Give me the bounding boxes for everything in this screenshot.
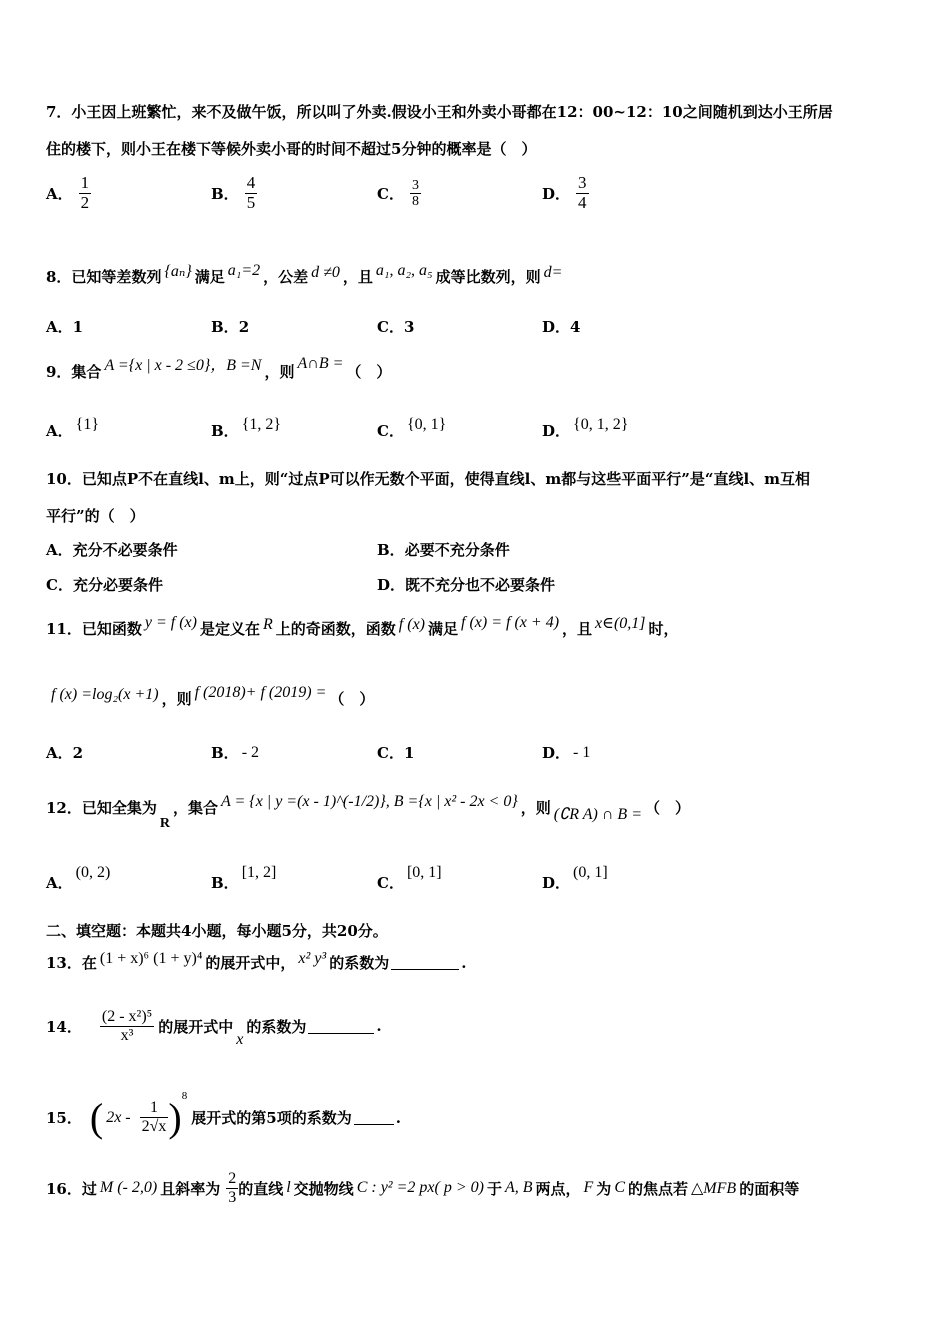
option-label: B． <box>377 541 405 559</box>
q7-option-c <box>377 178 421 210</box>
q16-text: 的直线 <box>238 1179 284 1198</box>
q7-line2 <box>46 138 910 159</box>
q14-text: 的系数为 <box>246 1017 307 1036</box>
q12-text: 12．已知全集为 <box>46 799 157 817</box>
option-label: D． <box>542 422 571 440</box>
option-label: C． <box>377 318 404 336</box>
option-label: A． <box>46 422 73 440</box>
q14-text: . <box>376 1017 382 1036</box>
q16-line <box>46 1170 910 1206</box>
denominator: x³ <box>120 1026 134 1044</box>
numerator: (2 - x²)⁵ <box>101 1008 153 1025</box>
q10-line2 <box>46 505 910 526</box>
q12-math-sets: A = {x | y =(x - 1)^(-1/2)}, B ={x | x² - 2x < 0} <box>221 792 518 810</box>
q9-text: （ ） <box>346 363 392 381</box>
option-value: (0, 2) <box>75 863 111 881</box>
q11-math-period: f (x) = f (x + 4) <box>461 613 560 631</box>
option-value: 既不充分也不必要条件 <box>405 576 556 594</box>
option-label: D． <box>377 576 406 594</box>
option-value: 充分不必要条件 <box>72 541 178 559</box>
q13-text: 的展开式中， <box>205 954 296 972</box>
answer-blank[interactable] <box>354 1110 394 1125</box>
option-label: D． <box>542 184 571 203</box>
option-label: C． <box>377 874 404 892</box>
option-label: C． <box>377 744 404 762</box>
option-label: A． <box>46 318 73 336</box>
q16-math-f: F <box>583 1179 594 1197</box>
option-value: (0, 1] <box>573 863 608 881</box>
q8-line <box>46 261 910 287</box>
fraction <box>245 174 258 212</box>
q10-line1 <box>46 468 910 489</box>
option-value: [0, 1] <box>406 863 442 881</box>
numerator: 3 <box>411 178 419 193</box>
q8-math-a1: a₁=2 <box>227 261 261 279</box>
q11-text: 是定义在 <box>199 620 260 638</box>
q11-math-r: R <box>263 615 273 633</box>
section-heading: 二、填空题：本题共4小题，每小题5分，共20分。 <box>46 922 388 940</box>
q15-fraction <box>140 1099 169 1135</box>
q15-math-2x: 2x - <box>106 1108 131 1126</box>
q11-math-function: y = f (x) <box>144 613 197 631</box>
q8-math-d: d ≠0 <box>311 263 340 281</box>
q11-text: 11．已知函数 <box>46 620 142 638</box>
option-value: {1, 2} <box>241 415 282 433</box>
q11-text: ，则 <box>161 690 192 708</box>
q16-text: 16．过 <box>46 1179 97 1198</box>
q13-line <box>46 949 910 973</box>
q8-text: ，且 <box>342 268 373 286</box>
q8-text: ，公差 <box>263 268 309 286</box>
option-label: B． <box>211 744 239 762</box>
q8-option-c <box>377 316 414 337</box>
option-label: D． <box>542 318 571 336</box>
q14-line <box>46 1008 910 1049</box>
q11-text: （ ） <box>329 690 375 708</box>
right-paren: ) <box>168 1095 182 1140</box>
option-value: 1 <box>72 317 84 336</box>
q15-exponent: 8 <box>181 1089 188 1102</box>
option-value: {0, 1} <box>406 415 447 433</box>
option-label: C． <box>377 422 404 440</box>
q14-text: 14． <box>46 1017 82 1036</box>
q8-option-d <box>542 316 580 337</box>
q16-math-ab: A, B <box>504 1179 533 1197</box>
option-value: [1, 2] <box>241 863 277 881</box>
option-value: {0, 1, 2} <box>573 415 629 433</box>
q12-option-a <box>46 862 113 892</box>
q12-math-complement: (∁R A) ∩ B = <box>553 805 642 823</box>
denominator: 4 <box>578 192 587 212</box>
option-label: A． <box>46 184 73 203</box>
option-value: - 1 <box>573 743 591 761</box>
q16-math-point: M (- 2,0) <box>99 1179 158 1197</box>
q13-text: 13．在 <box>46 954 97 972</box>
q8-text: 满足 <box>194 268 225 286</box>
q13-math-expr: (1 + x)⁶ (1 + y)⁴ <box>99 949 203 967</box>
q14-math-x: x <box>236 1031 244 1049</box>
answer-blank[interactable] <box>308 1019 374 1034</box>
q9-text: 9．集合 <box>46 363 102 381</box>
option-label: B． <box>211 184 239 203</box>
q16-math-c: C <box>614 1179 625 1197</box>
q12-text: ，集合 <box>173 799 219 817</box>
q16-fraction <box>226 1170 238 1206</box>
option-label: C． <box>46 576 73 594</box>
q16-text: 两点， <box>535 1179 581 1198</box>
q11-text: 满足 <box>428 620 459 638</box>
q8-option-b <box>211 316 249 337</box>
q7-text-2: 住的楼下，则小王在楼下等候外卖小哥的时间不超过5分钟的概率是（ ） <box>46 140 537 158</box>
q11-line2 <box>46 683 910 709</box>
numerator: 2 <box>228 1170 237 1187</box>
q16-text: 的焦点若 <box>627 1179 688 1198</box>
option-label: D． <box>542 744 571 762</box>
q12-option-b <box>211 862 279 892</box>
q15-text: 展开式的第5项的系数为 <box>191 1109 352 1127</box>
q11-text: 上的奇函数，函数 <box>275 620 396 638</box>
q11-math-sum: f (2018)+ f (2019) = <box>194 683 327 701</box>
numerator: 4 <box>246 173 256 192</box>
q16-text: 交抛物线 <box>293 1179 354 1198</box>
fraction <box>576 174 589 212</box>
option-value: 2 <box>238 317 250 336</box>
numerator: 3 <box>578 173 587 192</box>
q13-text: 的系数为 <box>329 954 390 972</box>
option-value: 4 <box>570 317 581 336</box>
option-label: D． <box>542 874 571 892</box>
q12-text: （ ） <box>644 799 690 817</box>
option-label: A． <box>46 541 73 559</box>
q11-option-b <box>211 742 262 763</box>
numerator: 1 <box>80 173 90 192</box>
option-label: C． <box>377 185 404 204</box>
q7-option-b <box>211 174 257 212</box>
q10-option-c <box>46 574 163 595</box>
q11-text: ，且 <box>562 620 593 638</box>
q12-option-c <box>377 862 445 892</box>
q9-text: ，则 <box>264 363 295 381</box>
q11-line1 <box>46 613 910 639</box>
q8-text: 成等比数列，则 <box>435 268 541 286</box>
option-value: 3 <box>403 317 415 336</box>
q8-option-a <box>46 316 83 337</box>
q13-text: . <box>461 953 467 972</box>
option-value: {1} <box>75 415 99 433</box>
denominator: 2 <box>80 192 90 212</box>
q7-option-d <box>542 174 589 212</box>
q12-math-r: R <box>159 815 170 831</box>
numerator: 1 <box>150 1099 159 1117</box>
q9-option-a <box>46 414 102 440</box>
q10-option-a <box>46 539 178 560</box>
q11-math-log: f (x) =log₂(x +1) <box>51 685 159 703</box>
denominator: 2√x <box>141 1118 167 1135</box>
q15-line <box>46 1089 910 1141</box>
q9-math-sets: A ={x | x - 2 ≤0}，B =N <box>104 357 262 374</box>
option-value: 充分必要条件 <box>72 576 163 594</box>
q16-math-parabola: C : y² =2 px( p > 0) <box>356 1179 484 1197</box>
q8-text: 8．已知等差数列 <box>46 268 162 286</box>
q10-text-1: 10．已知点P不在直线l、m上，则“过点P可以作无数个平面，使得直线l、m都与这些平面平行”是“直线l、m互相 <box>46 470 811 488</box>
q14-text: 的展开式中 <box>158 1017 234 1036</box>
q16-text: 的面积等 <box>739 1179 800 1198</box>
q7-text-1: 7．小王因上班繁忙，来不及做午饭，所以叫了外卖.假设小王和外卖小哥都在12：00~12：10之间随机到达小王所居 <box>46 103 833 121</box>
q16-math-l: l <box>286 1179 291 1197</box>
option-label: A． <box>46 874 73 892</box>
option-value: 1 <box>403 743 415 762</box>
denominator: 3 <box>228 1188 237 1206</box>
q8-math-terms: a₁, a₂, a₅ <box>375 261 433 279</box>
q11-option-d <box>542 742 593 763</box>
q16-text: 于 <box>486 1179 502 1198</box>
fraction <box>79 174 92 212</box>
q16-text: 为 <box>596 1179 612 1198</box>
q7-option-a <box>46 174 91 212</box>
q10-text-2: 平行”的（ ） <box>46 507 145 525</box>
q12-option-d <box>542 862 611 892</box>
q11-option-a <box>46 742 83 763</box>
option-value: 2 <box>72 743 84 762</box>
q11-math-fx: f (x) <box>398 615 425 633</box>
q7-line1 <box>46 101 910 122</box>
option-label: A． <box>46 744 73 762</box>
left-paren: ( <box>89 1095 104 1140</box>
q14-fraction <box>100 1008 154 1044</box>
option-label: B． <box>211 874 239 892</box>
q12-text: ，则 <box>520 799 551 817</box>
q15-text: 15． <box>46 1109 82 1127</box>
q9-option-b <box>211 414 284 440</box>
denominator: 5 <box>246 192 256 212</box>
q16-math-triangle: △MFB <box>691 1180 737 1198</box>
q13-math-term: x² y³ <box>298 949 327 967</box>
fraction <box>410 178 421 210</box>
denominator: 8 <box>411 194 419 210</box>
q9-math-intersection: A∩B = <box>297 354 344 372</box>
q10-option-d <box>377 574 555 595</box>
option-value: 必要不充分条件 <box>404 541 510 559</box>
q9-option-d <box>542 414 631 440</box>
q11-math-interval: x∈(0,1] <box>595 614 646 632</box>
q15-text: . <box>395 1108 401 1127</box>
q10-option-b <box>377 539 510 560</box>
option-value: - 2 <box>241 743 260 761</box>
q12-line <box>46 792 910 831</box>
q8-math-sequence: {aₙ} <box>164 262 192 280</box>
option-label: B． <box>211 422 239 440</box>
q11-option-c <box>377 742 414 763</box>
q9-line <box>46 354 910 383</box>
option-label: B． <box>211 318 239 336</box>
q16-text: 且斜率为 <box>160 1179 221 1198</box>
answer-blank[interactable] <box>391 955 459 970</box>
q8-math-d-equals: d= <box>543 263 563 281</box>
q9-option-c <box>377 414 449 440</box>
q11-text: 时， <box>648 620 679 638</box>
